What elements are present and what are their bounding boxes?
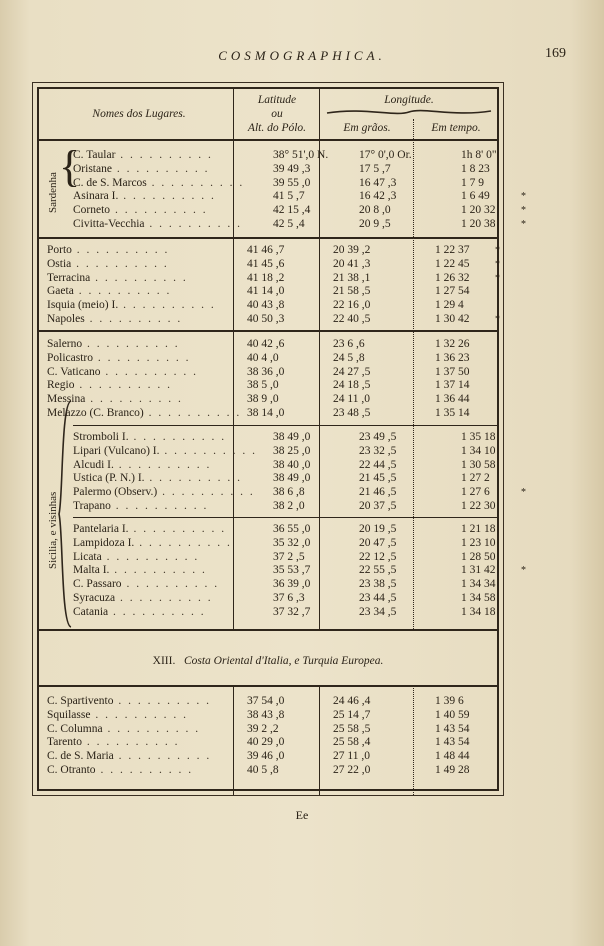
leader-dots: . . . . . . . . . .	[115, 149, 213, 161]
rule-section-xiii	[39, 685, 497, 687]
place-name: Trapano . . . . . . . . . .	[73, 500, 209, 512]
place-name: Licata . . . . . . . . . .	[73, 550, 200, 563]
latitude-value: 40 29 ,0	[247, 736, 285, 749]
longitude-degrees-value: 22 16 ,0	[333, 299, 371, 312]
place-name: Regio . . . . . . . . . .	[47, 379, 172, 392]
table-row	[47, 407, 497, 421]
table-row	[73, 459, 497, 473]
coordinates-table	[32, 82, 526, 796]
longitude-degrees-value: 20 37 ,5	[359, 500, 397, 512]
header-em-tempo: Em tempo.	[431, 122, 481, 134]
table-row	[47, 338, 497, 352]
table-row	[73, 486, 526, 500]
place-name: C. Spartivento . . . . . . . . . .	[47, 695, 211, 707]
longitude-time-value: 1 36 44	[435, 393, 470, 406]
longitude-degrees-value: 25 58 ,5	[333, 722, 371, 735]
latitude-value: 37 32 ,7	[273, 605, 311, 618]
latitude-value: 38 49 ,0	[273, 431, 311, 443]
longitude-degrees-value: 20 19 ,5	[359, 523, 397, 535]
leader-dots: . . . . . . . . . .	[128, 523, 227, 535]
longitude-time-value: 1 31 42	[461, 564, 496, 577]
table-row	[73, 523, 497, 537]
table-row	[47, 750, 497, 764]
rows-group-d	[73, 431, 526, 521]
leader-dots: . . . . . . . . . .	[115, 592, 213, 604]
latitude-value: 38 49 ,0	[273, 472, 311, 485]
leader-dots: . . . . . . . . . .	[101, 550, 200, 563]
place-name: Napoles . . . . . . . . . .	[47, 313, 183, 325]
header-places: Nomes dos Lugares.	[92, 108, 186, 120]
leader-dots: . . . . . . . . . .	[110, 500, 209, 512]
longitude-time-value: 1 28 50	[461, 550, 496, 563]
asterisk-mark: *	[521, 205, 526, 217]
longitude-time-value: 1 29 4	[435, 299, 464, 312]
table-row	[73, 606, 497, 620]
longitude-degrees-value: 25 14 ,7	[333, 708, 371, 721]
longitude-time-value: 1 22 45	[435, 257, 470, 270]
place-name: C. de S. Maria . . . . . . . . . .	[47, 750, 212, 763]
longitude-time-value: 1 40 59	[435, 708, 470, 721]
asterisk-mark: *	[521, 191, 526, 203]
longitude-time-value: 1 22 30	[461, 500, 496, 512]
rule-b	[39, 330, 497, 332]
longitude-degrees-value: 23 38 ,5	[359, 578, 397, 591]
leader-dots: . . . . . . . . . .	[146, 176, 245, 189]
header-em-graos: Em grãos.	[343, 122, 391, 134]
asterisk-mark: *	[495, 314, 500, 325]
table-row	[73, 592, 497, 606]
place-name: C. de S. Marcos . . . . . . . . . .	[73, 176, 245, 189]
leader-dots: . . . . . . . . . .	[157, 486, 255, 499]
longitude-time-value: 1 6 49	[461, 190, 490, 203]
header-longitude: Longitude.	[384, 94, 434, 106]
table-row	[73, 551, 497, 565]
latitude-value: 35 53 ,7	[273, 564, 311, 577]
leader-dots: . . . . . . . . . .	[134, 536, 232, 549]
longitude-time-value: 1 23 10	[461, 536, 496, 549]
latitude-value: 38 40 ,0	[273, 458, 311, 471]
latitude-value: 41 46 ,7	[247, 244, 285, 256]
latitude-value: 38 5 ,0	[247, 379, 279, 392]
page-number: 169	[545, 46, 566, 61]
place-name: Melazzo (C. Branco) . . . . . . . . . .	[47, 407, 242, 419]
place-name: Asinara I. . . . . . . . . . .	[73, 190, 216, 203]
leader-dots: . . . . . . . . . .	[144, 472, 243, 485]
longitude-time-value: 1 43 54	[435, 722, 470, 735]
latitude-value: 35 32 ,0	[273, 536, 311, 549]
table-row	[73, 578, 497, 592]
place-name: Malta I. . . . . . . . . . .	[73, 564, 207, 577]
latitude-value: 36 55 ,0	[273, 523, 311, 535]
longitude-time-value: 1 37 14	[435, 379, 470, 392]
leader-dots: . . . . . . . . . .	[90, 271, 188, 284]
longitude-degrees-value: 22 12 ,5	[359, 550, 397, 563]
table-row	[47, 393, 497, 407]
longitude-time-value: 1 34 58	[461, 592, 496, 604]
latitude-value: 39 46 ,0	[247, 750, 285, 763]
header-latitude-line2: ou	[271, 108, 283, 120]
longitude-time-value: 1 30 58	[461, 458, 496, 471]
latitude-value: 37 54 ,0	[247, 695, 285, 707]
table-row	[73, 431, 497, 445]
table-row	[73, 564, 526, 578]
table-row	[73, 163, 497, 177]
place-name: Catania . . . . . . . . . .	[73, 605, 206, 618]
latitude-value: 38 25 ,0	[273, 444, 311, 457]
leader-dots: . . . . . . . . . .	[102, 722, 201, 735]
asterisk-mark: *	[521, 487, 526, 499]
place-name: Messina . . . . . . . . . .	[47, 393, 183, 406]
latitude-value: 38° 51',0 N.	[273, 149, 329, 161]
latitude-value: 41 18 ,2	[247, 271, 285, 284]
longitude-degrees-value: 25 58 ,4	[333, 736, 371, 749]
longitude-degrees-value: 23 44 ,5	[359, 592, 397, 604]
longitude-degrees-value: 17° 0',0 Or.	[359, 149, 412, 161]
leader-dots: . . . . . . . . . .	[143, 407, 242, 419]
longitude-time-value: 1 21 18	[461, 523, 496, 535]
header-latitude	[235, 93, 319, 135]
longitude-time-value: 1 22 37	[435, 244, 470, 256]
longitude-degrees-value: 24 27 ,5	[333, 365, 371, 378]
rows-group-f	[47, 695, 497, 785]
longitude-degrees-value: 20 41 ,3	[333, 257, 371, 270]
table-row	[73, 445, 497, 459]
table-inner-border	[37, 87, 526, 791]
longitude-time-value: 1 39 6	[435, 695, 464, 707]
longitude-degrees-value: 22 55 ,5	[359, 564, 397, 577]
latitude-value: 36 39 ,0	[273, 578, 311, 591]
asterisk-mark: *	[521, 565, 526, 577]
rule-e	[39, 629, 497, 631]
place-name: Lampidoza I. . . . . . . . . . .	[73, 536, 232, 549]
table-row	[47, 352, 497, 366]
table-row	[47, 736, 497, 750]
table-row	[47, 723, 497, 737]
leader-dots: . . . . . . . . . .	[71, 257, 169, 270]
group-label-sicilia: Sicilia, e visinhas	[47, 491, 59, 569]
leader-dots: . . . . . . . . . .	[159, 444, 257, 457]
leader-dots: . . . . . . . . . .	[71, 244, 170, 256]
section-xiii-number: XIII.	[152, 655, 176, 667]
latitude-value: 41 5 ,7	[273, 190, 305, 203]
leader-dots: . . . . . . . . . .	[110, 204, 208, 217]
place-name: Isquia (meio) I. . . . . . . . . . .	[47, 299, 216, 312]
table-row	[73, 149, 497, 163]
table-row	[73, 500, 497, 514]
table-row	[73, 204, 526, 218]
place-name: Civitta-Vecchia . . . . . . . . . .	[73, 218, 243, 230]
longitude-time-value: 1 7 9	[461, 176, 484, 189]
longitude-degrees-value: 20 8 ,0	[359, 204, 391, 217]
longitude-time-value: 1 34 18	[461, 605, 496, 618]
table-row	[47, 366, 497, 380]
latitude-value: 37 6 ,3	[273, 592, 305, 604]
signature-mark: Ee	[295, 808, 309, 822]
longitude-time-value: 1 30 42	[435, 313, 470, 325]
longitude-degrees-value: 21 45 ,5	[359, 472, 397, 485]
table-row	[47, 271, 500, 286]
longitude-degrees-value: 27 11 ,0	[333, 750, 370, 763]
place-name: Ustica (P. N.) I. . . . . . . . . . .	[73, 472, 243, 485]
latitude-value: 41 45 ,6	[247, 257, 285, 270]
place-name: Corneto . . . . . . . . . .	[73, 204, 208, 217]
table-row	[47, 313, 500, 327]
longitude-time-value: 1 20 32	[461, 204, 496, 217]
place-name: C. Columna . . . . . . . . . .	[47, 722, 201, 735]
place-name: Squilasse . . . . . . . . . .	[47, 708, 188, 721]
table-row	[73, 472, 497, 486]
asterisk-mark: *	[495, 258, 500, 270]
leader-dots: . . . . . . . . . .	[113, 750, 212, 763]
latitude-value: 38 6 ,8	[273, 486, 305, 499]
latitude-value: 38 9 ,0	[247, 393, 279, 406]
place-name: Oristane . . . . . . . . . .	[73, 162, 210, 175]
group-label-sardenha: Sardenha	[47, 172, 59, 213]
place-name: Alcudi I. . . . . . . . . . .	[73, 458, 212, 471]
leader-dots: . . . . . . . . . .	[121, 578, 220, 591]
rule-a	[39, 237, 497, 239]
longitude-degrees-value: 23 49 ,5	[359, 431, 397, 443]
place-name: Policastro . . . . . . . . . .	[47, 351, 191, 364]
place-name: C. Otranto . . . . . . . . . .	[47, 764, 194, 776]
latitude-value: 40 4 ,0	[247, 351, 279, 364]
leader-dots: . . . . . . . . . .	[90, 708, 188, 721]
longitude-time-value: 1 35 14	[435, 407, 470, 419]
latitude-value: 38 2 ,0	[273, 500, 305, 512]
table-row	[47, 379, 497, 393]
table-row	[47, 299, 497, 313]
place-name: Pantelaria I. . . . . . . . . . .	[73, 523, 227, 535]
longitude-degrees-value: 22 40 ,5	[333, 313, 371, 325]
longitude-degrees-value: 16 42 ,3	[359, 190, 397, 203]
latitude-value: 37 2 ,5	[273, 550, 305, 563]
table-row	[73, 190, 526, 204]
table-row	[47, 709, 497, 723]
longitude-time-value: 1 27 54	[435, 285, 470, 298]
leader-dots: . . . . . . . . . .	[144, 218, 243, 230]
latitude-value: 40 42 ,6	[247, 338, 285, 350]
latitude-value: 42 15 ,4	[273, 204, 311, 217]
brace-sardenha: {	[59, 142, 81, 191]
header-longitude-flourish	[325, 105, 493, 119]
longitude-degrees-value: 16 47 ,3	[359, 176, 397, 189]
longitude-degrees-value: 23 32 ,5	[359, 444, 397, 457]
table-row	[47, 695, 497, 709]
leader-dots: . . . . . . . . . .	[81, 736, 180, 749]
longitude-time-value: 1 27 6	[461, 486, 490, 499]
longitude-time-value: 1h 8' 0"	[461, 149, 497, 161]
leader-dots: . . . . . . . . . .	[109, 564, 207, 577]
leader-dots: . . . . . . . . . .	[113, 458, 212, 471]
longitude-degrees-value: 23 48 ,5	[333, 407, 371, 419]
place-name: Lipari (Vulcano) I. . . . . . . . . . .	[73, 444, 257, 457]
leader-dots: . . . . . . . . . .	[84, 313, 183, 325]
longitude-degrees-value: 20 47 ,5	[359, 536, 397, 549]
latitude-value: 39 2 ,2	[247, 722, 279, 735]
latitude-value: 38 43 ,8	[247, 708, 285, 721]
place-name: Terracina . . . . . . . . . .	[47, 271, 188, 284]
section-xiii-title-part2: e Turquia Europea.	[294, 655, 384, 667]
longitude-degrees-value: 20 39 ,2	[333, 244, 371, 256]
running-title: COSMOGRAPHICA.	[218, 48, 386, 63]
latitude-value: 38 36 ,0	[247, 365, 285, 378]
longitude-degrees-value: 17 5 ,7	[359, 162, 391, 175]
leader-dots: . . . . . . . . . .	[111, 162, 210, 175]
section-xiii-title	[39, 655, 497, 667]
asterisk-mark: *	[495, 245, 500, 256]
place-name: Salerno . . . . . . . . . .	[47, 338, 180, 350]
table-row	[47, 257, 500, 272]
latitude-value: 40 50 ,3	[247, 313, 285, 325]
longitude-degrees-value: 22 44 ,5	[359, 458, 397, 471]
leader-dots: . . . . . . . . . .	[73, 285, 172, 298]
longitude-degrees-value: 24 11 ,0	[333, 393, 370, 406]
rows-group-c	[47, 338, 497, 428]
longitude-degrees-value: 21 58 ,5	[333, 285, 371, 298]
leader-dots: . . . . . . . . . .	[100, 365, 198, 378]
longitude-degrees-value: 21 38 ,1	[333, 271, 371, 284]
leader-dots: . . . . . . . . . .	[93, 351, 191, 364]
longitude-time-value: 1 35 18	[461, 431, 496, 443]
latitude-value: 40 5 ,8	[247, 764, 279, 776]
asterisk-mark: *	[495, 272, 500, 284]
leader-dots: . . . . . . . . . .	[85, 393, 183, 406]
table-row	[47, 244, 500, 258]
longitude-time-value: 1 49 28	[435, 764, 470, 776]
rule-c	[73, 425, 497, 426]
leader-dots: . . . . . . . . . .	[118, 299, 216, 312]
rule-d	[73, 517, 497, 518]
place-name: Porto . . . . . . . . . .	[47, 244, 170, 256]
longitude-time-value: 1 32 26	[435, 338, 470, 350]
place-name: Syracuza . . . . . . . . . .	[73, 592, 213, 604]
longitude-time-value: 1 20 38	[461, 218, 496, 230]
leader-dots: . . . . . . . . . .	[113, 695, 211, 707]
header-latitude-line3: Alt. do Pólo.	[247, 122, 307, 134]
longitude-time-value: 1 34 10	[461, 444, 496, 457]
table-row	[73, 537, 497, 551]
place-name: C. Passaro . . . . . . . . . .	[73, 578, 220, 591]
longitude-degrees-value: 23 34 ,5	[359, 605, 397, 618]
place-name: Palermo (Observ.) . . . . . . . . . .	[73, 486, 255, 499]
longitude-degrees-value: 20 9 ,5	[359, 218, 391, 230]
longitude-degrees-value: 23 6 ,6	[333, 338, 365, 350]
latitude-value: 40 43 ,8	[247, 299, 285, 312]
leader-dots: . . . . . . . . . .	[108, 605, 206, 618]
latitude-value: 41 14 ,0	[247, 285, 285, 298]
longitude-time-value: 1 27 2	[461, 472, 490, 485]
longitude-time-value: 1 8 23	[461, 162, 490, 175]
place-name: Gaeta . . . . . . . . . .	[47, 285, 172, 298]
latitude-value: 42 5 ,4	[273, 218, 305, 230]
place-name: Tarento . . . . . . . . . .	[47, 736, 180, 749]
section-xiii-title-part1: Costa Oriental d'Italia,	[183, 655, 292, 667]
leader-dots: . . . . . . . . . .	[128, 431, 227, 443]
longitude-time-value: 1 26 32	[435, 271, 470, 284]
leader-dots: . . . . . . . . . .	[74, 379, 172, 392]
leader-dots: . . . . . . . . . .	[118, 190, 216, 203]
rule-header	[39, 139, 497, 141]
longitude-time-value: 1 37 50	[435, 365, 470, 378]
longitude-time-value: 1 48 44	[435, 750, 470, 763]
rows-group-b	[47, 244, 500, 334]
longitude-time-value: 1 34 34	[461, 578, 496, 591]
longitude-degrees-value: 24 46 ,4	[333, 695, 371, 707]
table-row	[73, 218, 526, 232]
leader-dots: . . . . . . . . . .	[82, 338, 180, 350]
longitude-degrees-value: 27 22 ,0	[333, 764, 371, 776]
place-name: C. Vaticano . . . . . . . . . .	[47, 365, 198, 378]
longitude-degrees-value: 24 5 ,8	[333, 351, 365, 364]
table-row	[47, 285, 497, 299]
longitude-degrees-value: 21 46 ,5	[359, 486, 397, 499]
latitude-value: 39 49 ,3	[273, 162, 311, 175]
latitude-value: 39 55 ,0	[273, 176, 311, 189]
place-name: Stromboli I. . . . . . . . . . .	[73, 431, 227, 443]
place-name: Ostia . . . . . . . . . .	[47, 257, 169, 270]
rows-group-a	[73, 149, 526, 239]
latitude-value: 38 14 ,0	[247, 407, 285, 419]
header-latitude-line1: Latitude	[257, 94, 297, 106]
rows-group-e	[73, 523, 526, 623]
leader-dots: . . . . . . . . . .	[95, 764, 194, 776]
place-name: C. Taular . . . . . . . . . .	[73, 149, 213, 161]
longitude-degrees-value: 24 18 ,5	[333, 379, 371, 392]
table-row	[73, 177, 497, 191]
table-row	[47, 764, 497, 778]
longitude-time-value: 1 36 23	[435, 351, 470, 364]
longitude-time-value: 1 43 54	[435, 736, 470, 749]
asterisk-mark: *	[521, 219, 526, 230]
